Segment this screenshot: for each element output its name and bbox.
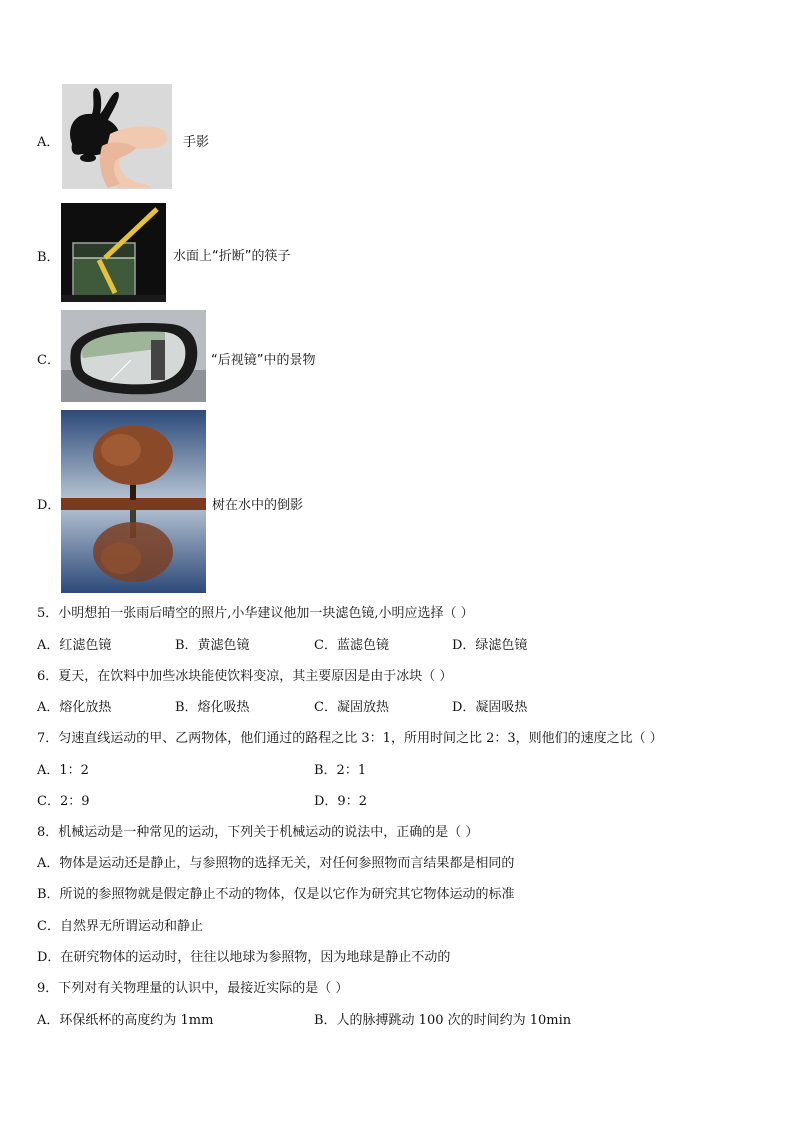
q6-stem: 6．夏天，在饮料中加些冰块能使饮料变凉，其主要原因是由于冰块（ ） xyxy=(37,669,453,684)
tree-reflection-image xyxy=(61,410,206,593)
q5-option-b: B．黄滤色镜 xyxy=(175,638,250,653)
q7-option-d: D．9：2 xyxy=(314,794,367,809)
q6-option-d: D．凝固吸热 xyxy=(452,700,528,715)
hand-shadow-image xyxy=(62,84,172,189)
option-c-caption: “后视镜”中的景物 xyxy=(211,353,316,368)
q6-option-c: C．凝固放热 xyxy=(314,700,389,715)
option-d-caption: 树在水中的倒影 xyxy=(212,498,304,513)
q8-option-c: C．自然界无所谓运动和静止 xyxy=(37,919,203,934)
car-side-mirror-image xyxy=(61,310,206,402)
q9-stem: 9．下列对有关物理量的认识中，最接近实际的是（ ） xyxy=(37,981,349,996)
q7-option-c: C．2：9 xyxy=(37,794,90,809)
option-c-letter: C． xyxy=(37,353,60,368)
q7-option-b: B．2：1 xyxy=(314,763,367,778)
option-d-letter: D． xyxy=(37,498,61,513)
q6-option-b: B．熔化吸热 xyxy=(175,700,250,715)
pencil-in-water-image xyxy=(61,203,166,302)
q5-option-c: C．蓝滤色镜 xyxy=(314,638,389,653)
q9-option-a: A．环保纸杯的高度约为 1mm xyxy=(37,1013,214,1028)
q7-option-a: A．1：2 xyxy=(37,763,89,778)
option-b-caption: 水面上“折断”的筷子 xyxy=(173,249,291,264)
q5-option-a: A．红滤色镜 xyxy=(37,638,112,653)
q6-option-a: A．熔化放热 xyxy=(37,700,112,715)
q8-option-a: A．物体是运动还是静止，与参照物的选择无关，对任何参照物而言结果都是相同的 xyxy=(37,856,515,871)
option-b-letter: B． xyxy=(37,250,60,265)
q5-option-d: D．绿滤色镜 xyxy=(452,638,528,653)
option-a-caption: 手影 xyxy=(183,135,210,150)
q8-stem: 8．机械运动是一种常见的运动，下列关于机械运动的说法中，正确的是（ ） xyxy=(37,825,479,840)
option-a-letter: A． xyxy=(37,135,60,150)
q9-option-b: B．人的脉搏跳动 100 次的时间约为 10min xyxy=(314,1013,572,1028)
q8-option-b: B．所说的参照物就是假定静止不动的物体，仅是以它作为研究其它物体运动的标准 xyxy=(37,887,515,902)
q8-option-d: D．在研究物体的运动时，往往以地球为参照物，因为地球是静止不动的 xyxy=(37,950,451,965)
q7-stem: 7．匀速直线运动的甲、乙两物体，他们通过的路程之比 3：1，所用时间之比 2：3，则他们的速度之比（ ） xyxy=(37,731,663,746)
q5-stem: 5．小明想拍一张雨后晴空的照片,小华建议他加一块滤色镜,小明应选择（ ） xyxy=(37,606,474,621)
